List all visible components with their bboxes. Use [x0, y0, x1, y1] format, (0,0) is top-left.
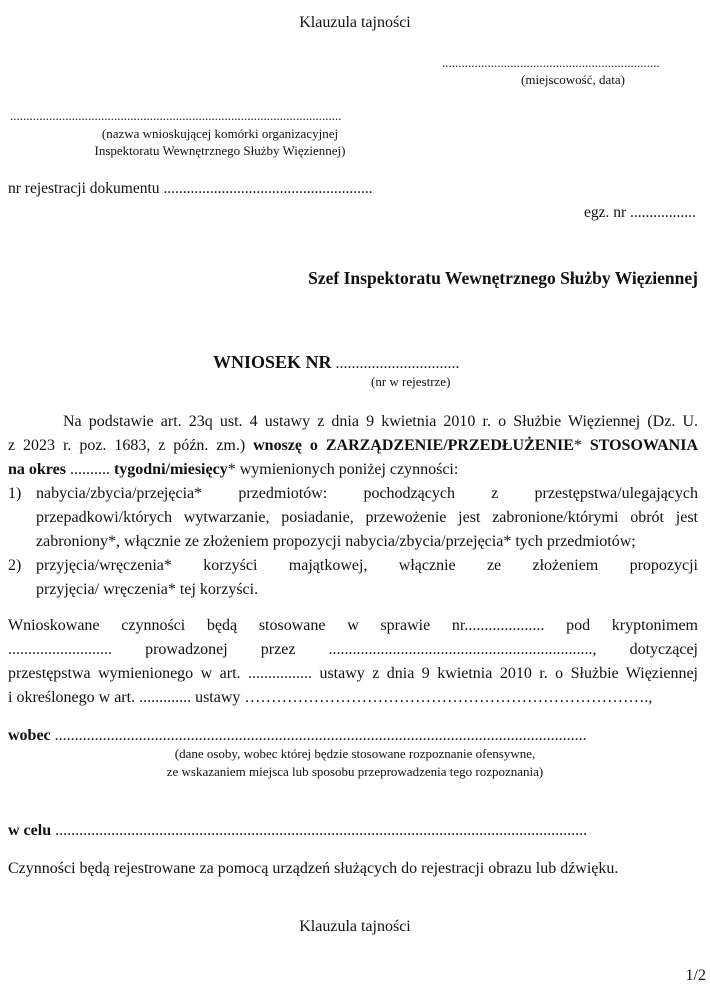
page-number: 1/2 — [685, 967, 706, 984]
period-field[interactable]: .......... — [69, 461, 110, 478]
person-line — [8, 727, 587, 745]
period-unit: tygodni/miesięcy — [113, 461, 228, 478]
registration-number[interactable]: nr rejestracji dokumentu ...................................................... — [8, 180, 373, 197]
purpose-field[interactable]: ..................................................................................................................................... — [55, 822, 588, 839]
purpose-line — [8, 822, 587, 840]
person-note-1: (dane osoby, wobec której będzie stosowane rozpoznanie ofensywne, — [174, 746, 536, 761]
unit-name-field[interactable]: ...................................................................................................... — [10, 108, 342, 123]
person-note-2: ze wskazaniem miejsca lub sposobu przeprowadzenia tego rozpoznania) — [166, 764, 544, 779]
list-item-1-line-3: zabroniony*, włącznie ze złożeniem propozycji nabycia/zbycia/przejęcia* tych przedmiotów; — [36, 533, 636, 550]
list-item-2-number: 2) — [8, 557, 22, 574]
unit-label-line2: Inspektoratu Wewnętrznego Służby Więziennej) — [94, 143, 346, 158]
place-date-label: (miejscowość, data) — [521, 72, 625, 87]
case-line-2: .......................... prowadzonej przez .................................................................., dotyczącej — [8, 641, 698, 658]
intro-line-3 — [8, 461, 458, 479]
intro-line-2 — [8, 437, 698, 455]
intro-line-3-rest: * wymienionych poniżej czynności: — [227, 461, 459, 478]
intro-line-2-asterisk: * — [573, 437, 582, 454]
recording-statement: Czynności będą rejestrowane za pomocą urządzeń służących do rejestracji obrazu lub dźwięku. — [8, 860, 619, 877]
list-item-1-number: 1) — [8, 485, 22, 502]
purpose-label: w celu — [8, 822, 52, 839]
intro-line-2-legal: z 2023 r. poz. 1683, z późn. zm.) — [8, 437, 246, 454]
intro-line-2-bold-b: STOSOWANIA — [589, 437, 698, 454]
case-line-4: i określonego w art. ............. ustawy …………………………………………………………………., — [8, 689, 653, 706]
addressee: Szef Inspektoratu Wewnętrznego Służby Więziennej — [308, 268, 698, 288]
case-line-3: przestępstwa wymienionego w art. ................ ustawy z dnia 9 kwietnia 2010 r. o Służbie Więziennej — [8, 665, 698, 682]
place-date-field[interactable]: ................................................................... — [442, 55, 660, 70]
list-item-1-line-2: przepadkowi/których wytwarzanie, posiadanie, przewożenie jest zabronione/którymi obrót jest — [36, 509, 698, 526]
person-label: wobec — [8, 727, 51, 744]
list-item-1-line-1: nabycia/zbycia/przejęcia* przedmiotów: pochodzących z przestępstwa/ulegających — [36, 485, 698, 502]
classification-bottom: Klauzula tajności — [299, 918, 411, 935]
intro-line-1: Na podstawie art. 23q ust. 4 ustawy z dnia 9 kwietnia 2010 r. o Służbie Więziennej (Dz. U. — [63, 413, 698, 430]
case-line-1: Wnioskowane czynności będą stosowane w sprawie nr.................... pod kryptonimem — [8, 617, 698, 634]
request-title — [213, 352, 460, 373]
request-number-label: (nr w rejestrze) — [371, 374, 451, 389]
intro-line-2-bold-a: wnoszę o ZARZĄDZENIE/PRZEDŁUŻENIE — [253, 437, 574, 454]
list-item-2-line-1: przyjęcia/wręczenia* korzyści majątkowej, włącznie ze złożeniem propozycji — [36, 557, 698, 574]
copy-number[interactable]: egz. nr ................. — [584, 204, 696, 221]
classification-top: Klauzula tajności — [299, 14, 411, 31]
period-label: na okres — [8, 461, 66, 478]
list-item-2-line-2: przyjęcia/ wręczenia* tej korzyści. — [36, 581, 259, 598]
person-field[interactable]: ..................................................................................................................................... — [54, 727, 587, 744]
request-number-field[interactable]: ............................... — [335, 355, 460, 372]
request-title-text: WNIOSEK NR — [213, 352, 332, 372]
unit-label-line1: (nazwa wnioskującej komórki organizacyjnej — [101, 126, 339, 141]
